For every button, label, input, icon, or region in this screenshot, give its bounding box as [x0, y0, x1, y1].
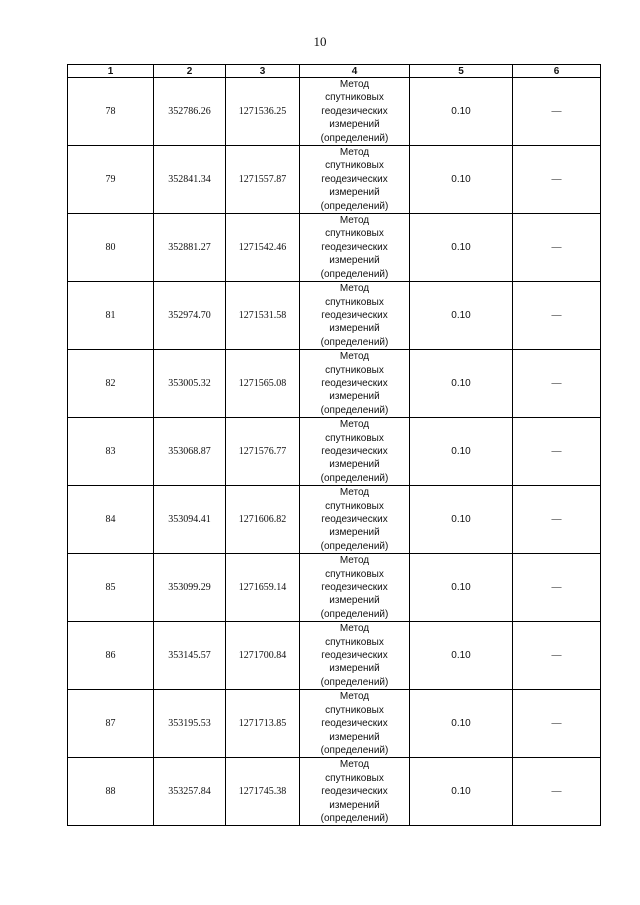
- method-text-line: спутниковых: [325, 568, 384, 580]
- method-text-line: спутниковых: [325, 500, 384, 512]
- y-coordinate-cell: 1271606.82: [226, 486, 300, 554]
- accuracy-cell: 0.10: [410, 78, 513, 146]
- accuracy-cell: 0.10: [410, 554, 513, 622]
- table-row: [68, 78, 601, 146]
- method-text-line: Метод: [339, 691, 370, 703]
- method-cell: [300, 554, 410, 622]
- method-text-line: измерений: [329, 595, 380, 607]
- method-text-line: (определений): [320, 472, 389, 484]
- accuracy-cell: 0.10: [410, 486, 513, 554]
- table-row: [68, 350, 601, 418]
- column-header-1: 1: [68, 65, 154, 78]
- point-number-cell: 81: [68, 282, 154, 350]
- page-number: 10: [313, 34, 327, 49]
- point-number-cell: 87: [68, 690, 154, 758]
- y-coordinate-cell: 1271565.08: [226, 350, 300, 418]
- method-text-line: спутниковых: [325, 92, 384, 104]
- method-cell: [300, 146, 410, 214]
- method-text-line: геодезических: [321, 582, 388, 594]
- method-text-line: Метод: [339, 283, 370, 295]
- method-cell: [300, 78, 410, 146]
- point-number-cell: 84: [68, 486, 154, 554]
- method-text-line: (определений): [320, 404, 389, 416]
- note-cell: —: [513, 282, 601, 350]
- method-text-line: Метод: [339, 351, 370, 363]
- x-coordinate-cell: 353005.32: [154, 350, 226, 418]
- method-text-line: геодезических: [321, 786, 388, 798]
- point-number-cell: 85: [68, 554, 154, 622]
- table-row: [68, 554, 601, 622]
- method-text-line: геодезических: [321, 241, 388, 253]
- y-coordinate-cell: 1271700.84: [226, 622, 300, 690]
- table-row: [68, 146, 601, 214]
- method-text-line: геодезических: [321, 445, 388, 457]
- note-cell: —: [513, 690, 601, 758]
- y-coordinate-cell: 1271659.14: [226, 554, 300, 622]
- table-row: [68, 418, 601, 486]
- method-text-line: спутниковых: [325, 228, 384, 240]
- method-text-line: измерений: [329, 527, 380, 539]
- accuracy-cell: 0.10: [410, 690, 513, 758]
- method-cell: [300, 690, 410, 758]
- accuracy-cell: 0.10: [410, 758, 513, 826]
- table-row: [68, 690, 601, 758]
- column-header-2: 2: [154, 65, 226, 78]
- method-cell: [300, 418, 410, 486]
- method-text-line: измерений: [329, 459, 380, 471]
- accuracy-cell: 0.10: [410, 214, 513, 282]
- x-coordinate-cell: 353068.87: [154, 418, 226, 486]
- table-row: [68, 214, 601, 282]
- method-text-line: (определений): [320, 812, 389, 824]
- point-number-cell: 80: [68, 214, 154, 282]
- accuracy-cell: 0.10: [410, 418, 513, 486]
- accuracy-cell: 0.10: [410, 282, 513, 350]
- column-header-4: 4: [300, 65, 410, 78]
- method-text-line: спутниковых: [325, 704, 384, 716]
- method-text-line: (определений): [320, 200, 389, 212]
- method-text-line: (определений): [320, 268, 389, 280]
- method-text-line: геодезических: [321, 105, 388, 117]
- accuracy-cell: 0.10: [410, 622, 513, 690]
- y-coordinate-cell: 1271531.58: [226, 282, 300, 350]
- method-cell: [300, 350, 410, 418]
- note-cell: —: [513, 350, 601, 418]
- method-text-line: геодезических: [321, 718, 388, 730]
- y-coordinate-cell: 1271542.46: [226, 214, 300, 282]
- x-coordinate-cell: 353257.84: [154, 758, 226, 826]
- method-text-line: (определений): [320, 676, 389, 688]
- method-text-line: геодезических: [321, 309, 388, 321]
- method-text-line: измерений: [329, 119, 380, 131]
- method-text-line: спутниковых: [325, 364, 384, 376]
- method-text-line: измерений: [329, 323, 380, 335]
- y-coordinate-cell: 1271745.38: [226, 758, 300, 826]
- x-coordinate-cell: 352974.70: [154, 282, 226, 350]
- method-cell: [300, 486, 410, 554]
- note-cell: —: [513, 78, 601, 146]
- method-text-line: спутниковых: [325, 432, 384, 444]
- y-coordinate-cell: 1271713.85: [226, 690, 300, 758]
- accuracy-cell: 0.10: [410, 350, 513, 418]
- method-text-line: спутниковых: [325, 160, 384, 172]
- y-coordinate-cell: 1271557.87: [226, 146, 300, 214]
- x-coordinate-cell: 353094.41: [154, 486, 226, 554]
- method-text-line: Метод: [339, 555, 370, 567]
- method-text-line: спутниковых: [325, 636, 384, 648]
- x-coordinate-cell: 353195.53: [154, 690, 226, 758]
- table-row: [68, 282, 601, 350]
- method-text-line: геодезических: [321, 377, 388, 389]
- method-text-line: (определений): [320, 744, 389, 756]
- note-cell: —: [513, 418, 601, 486]
- x-coordinate-cell: 352786.26: [154, 78, 226, 146]
- point-number-cell: 83: [68, 418, 154, 486]
- method-text-line: (определений): [320, 540, 389, 552]
- method-cell: [300, 214, 410, 282]
- note-cell: —: [513, 554, 601, 622]
- method-text-line: измерений: [329, 391, 380, 403]
- method-text-line: спутниковых: [325, 296, 384, 308]
- method-text-line: измерений: [329, 187, 380, 199]
- note-cell: —: [513, 622, 601, 690]
- point-number-cell: 86: [68, 622, 154, 690]
- method-text-line: Метод: [339, 759, 370, 771]
- header-row: [68, 65, 601, 78]
- x-coordinate-cell: 353145.57: [154, 622, 226, 690]
- point-number-cell: 88: [68, 758, 154, 826]
- method-text-line: геодезических: [321, 514, 388, 525]
- method-text-line: спутниковых: [325, 772, 384, 784]
- method-text-line: измерений: [329, 731, 380, 743]
- x-coordinate-cell: 352841.34: [154, 146, 226, 214]
- method-text-line: геодезических: [321, 173, 388, 185]
- method-cell: [300, 282, 410, 350]
- point-number-cell: 82: [68, 350, 154, 418]
- method-text-line: (определений): [320, 336, 389, 348]
- method-text-line: измерений: [329, 799, 380, 811]
- accuracy-cell: 0.10: [410, 146, 513, 214]
- method-text-line: (определений): [320, 132, 389, 144]
- note-cell: —: [513, 214, 601, 282]
- column-header-6: 6: [513, 65, 601, 78]
- point-number-cell: 79: [68, 146, 154, 214]
- method-text-line: Метод: [339, 487, 370, 499]
- y-coordinate-cell: 1271576.77: [226, 418, 300, 486]
- method-text-line: геодезических: [321, 650, 388, 662]
- coordinates-table: [67, 64, 601, 826]
- method-cell: [300, 622, 410, 690]
- x-coordinate-cell: 353099.29: [154, 554, 226, 622]
- note-cell: —: [513, 758, 601, 826]
- method-text-line: Метод: [339, 419, 370, 431]
- method-text-line: Метод: [339, 79, 370, 90]
- column-header-5: 5: [410, 65, 513, 78]
- method-text-line: измерений: [329, 663, 380, 675]
- table-row: [68, 486, 601, 554]
- method-text-line: Метод: [339, 215, 370, 227]
- x-coordinate-cell: 352881.27: [154, 214, 226, 282]
- table-row: [68, 622, 601, 690]
- column-header-3: 3: [226, 65, 300, 78]
- table-row: [68, 758, 601, 826]
- method-text-line: Метод: [339, 623, 370, 635]
- point-number-cell: 78: [68, 78, 154, 146]
- y-coordinate-cell: 1271536.25: [226, 78, 300, 146]
- table-body: [68, 78, 601, 826]
- note-cell: —: [513, 486, 601, 554]
- method-text-line: измерений: [329, 255, 380, 267]
- method-text-line: (определений): [320, 608, 389, 620]
- note-cell: —: [513, 146, 601, 214]
- method-text-line: Метод: [339, 147, 370, 159]
- method-cell: [300, 758, 410, 826]
